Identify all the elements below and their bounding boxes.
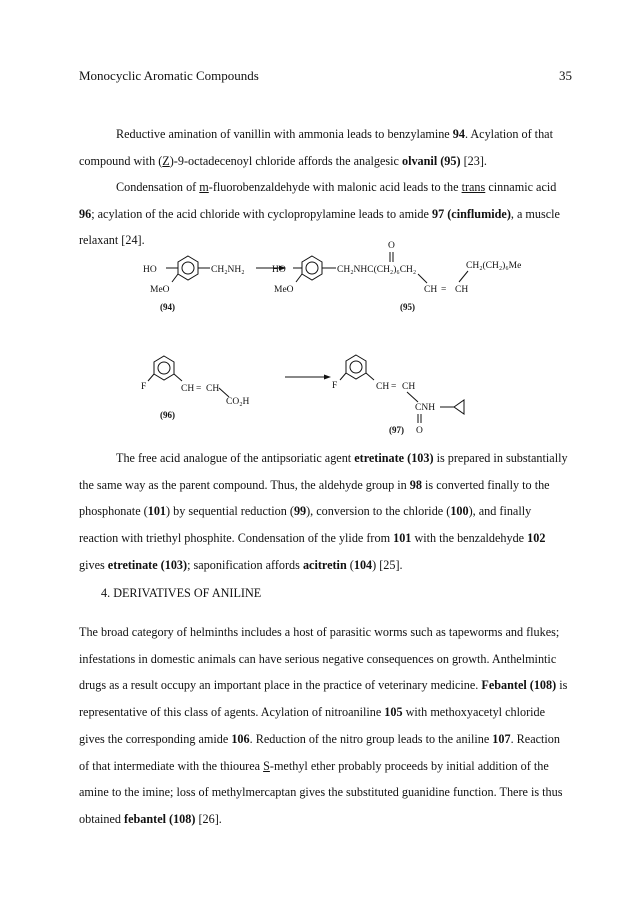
vinyl-ch2-97: CH bbox=[402, 382, 416, 392]
page-number: 35 bbox=[559, 68, 572, 83]
carbonyl-o-95: O bbox=[388, 241, 395, 251]
vinyl-eq-97: = bbox=[391, 382, 397, 392]
vinyl-ch-96: CH bbox=[181, 384, 195, 394]
compound-label-94: (94) bbox=[160, 302, 175, 312]
bond-97-f bbox=[340, 373, 346, 380]
paragraph-olvanil: Reductive amination of vanillin with ammonia leads to benzylamine 94. Acylation of that compound with (Z)-9-octadecenoyl chloride affords the analgesic olvanil (95) [23]. bbox=[79, 127, 553, 168]
compound-label-97: (97) bbox=[389, 425, 404, 435]
aromatic-circle-96 bbox=[158, 362, 170, 374]
ch2nh2-label: CH₂NH₂ bbox=[211, 265, 245, 275]
carbonyl-o-97: O bbox=[416, 426, 423, 436]
meo-label-94: MeO bbox=[150, 285, 170, 295]
fluoro-label-97: F bbox=[332, 381, 338, 391]
bond-96-vinyl bbox=[174, 374, 182, 381]
ho-label-95: HO bbox=[272, 265, 286, 275]
section-heading: 4. DERIVATIVES OF ANILINE bbox=[101, 586, 262, 600]
alkyl-tail-label: CH₂(CH₂)₆Me bbox=[466, 261, 522, 271]
bond-96-f bbox=[148, 374, 154, 381]
benzene-ring-97 bbox=[346, 355, 366, 379]
meo-label-95: MeO bbox=[274, 285, 294, 295]
compound-label-95: (95) bbox=[400, 302, 415, 312]
paragraph-cinflumide: Condensation of m-fluorobenzaldehyde with malonic acid leads to the trans cinnamic acid 96; acylation of the acid chloride with cyclopropylamine leads to amide 97 (cinflumide), a muscle relaxant [24]. bbox=[79, 180, 560, 248]
running-title: Monocyclic Aromatic Compounds bbox=[79, 68, 259, 83]
carboxyl-label-96: CO₂H bbox=[226, 397, 250, 407]
bond-96-acid bbox=[219, 388, 229, 397]
cyclopropyl-ring bbox=[454, 400, 464, 414]
vinyl-ch-2: CH bbox=[455, 285, 469, 295]
vinyl-eq-96: = bbox=[196, 384, 202, 394]
bond-97-amide bbox=[407, 392, 418, 402]
ho-label-94: HO bbox=[143, 265, 157, 275]
fluoro-label-96: F bbox=[141, 382, 147, 392]
bond-97-vinyl bbox=[366, 373, 374, 380]
compound-label-96: (96) bbox=[160, 410, 175, 420]
vinyl-ch2-96: CH bbox=[206, 384, 220, 394]
paragraph-febantel: The broad category of helminths includes a host of parasitic worms such as tapeworms and flukes; infestations in domestic animals can have serious negative consequences on growth. Anthelmintic drugs as a result occupy an important place in the practice of veterinary medicine. Febantel (108) is representative of this class of agents. Acylation of nitroaniline 105 with methoxyacetyl chloride gives the corresponding amide 106. Reduction of the nitro group leads to the aniline 107. Reaction of that intermediate with the thiourea S-methyl ether probably proceeds by initial addition of the amine to the imine; loss of methylmercaptan gives the substituted guanidine function. There is thus obtained febantel (108) [26]. bbox=[79, 625, 568, 826]
aromatic-circle-97 bbox=[350, 361, 362, 373]
vinyl-ch-97: CH bbox=[376, 382, 390, 392]
benzene-ring-96 bbox=[154, 356, 174, 380]
vinyl-ch-1: CH bbox=[424, 285, 438, 295]
amide-chain-label: CH₂NHC(CH₂)₆CH₂ bbox=[337, 265, 417, 275]
vinyl-eq: = bbox=[441, 285, 447, 295]
arrowhead-2 bbox=[324, 375, 331, 380]
amide-label-97: CNH bbox=[415, 403, 436, 413]
paragraph-acitretin: The free acid analogue of the antipsoriatic agent etretinate (103) is prepared in substantially the same way as the parent compound. Thus, the aldehyde group in 98 is converted finally to the phosphonate (101) by sequential reduction (99), conversion to the chloride (100), and finally reaction with triethyl phosphite. Condensation of the ylide from 101 with the benzaldehyde 102 gives etretinate (103); saponification affords acitretin (104) [25]. bbox=[79, 451, 568, 572]
